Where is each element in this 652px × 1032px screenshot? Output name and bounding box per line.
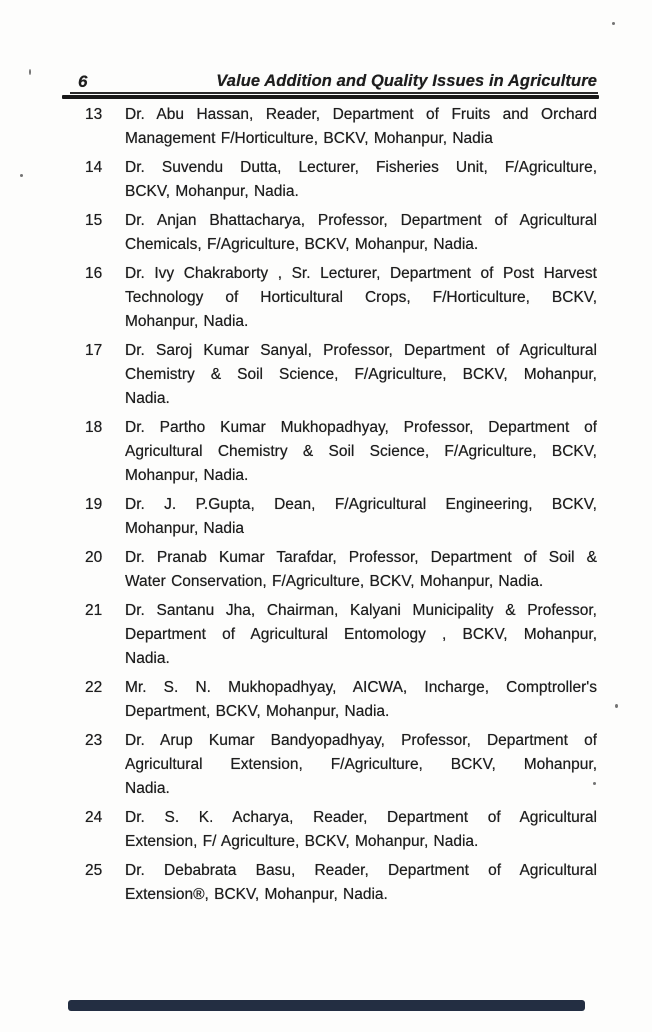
scan-speck	[29, 69, 31, 75]
list-item-number: 21	[85, 602, 103, 619]
list-item-number: 20	[85, 549, 103, 566]
list-item-line: Dr. Ivy Chakraborty , Sr. Lecturer, Department of Post Harvest	[125, 265, 597, 282]
list-item-text	[125, 806, 597, 854]
list-item-text	[125, 493, 597, 541]
list-item-line: Agricultural Chemistry & Soil Science, F/Agriculture, BCKV,	[125, 443, 597, 460]
list-item-number: 15	[85, 212, 103, 229]
list-item-number: 25	[85, 862, 103, 879]
list-item-line: Dr. Abu Hassan, Reader, Department of Fruits and Orchard	[125, 106, 597, 123]
list-item-line: Dr. Anjan Bhattacharya, Professor, Department of Agricultural	[125, 212, 597, 229]
list-item-line: Dr. Suvendu Dutta, Lecturer, Fisheries Unit, F/Agriculture,	[125, 159, 597, 176]
list-item-number: 22	[85, 679, 103, 696]
list-item	[85, 339, 597, 411]
list-item	[85, 209, 597, 257]
list-item-text	[125, 103, 597, 151]
list-item	[85, 599, 597, 671]
list-item-text	[125, 156, 597, 204]
list-item-number: 16	[85, 265, 103, 282]
list-item-text	[125, 599, 597, 671]
scan-speck	[593, 782, 596, 785]
list-item-text	[125, 676, 597, 724]
scan-edge-bar	[68, 1000, 585, 1011]
list-item-line: Dr. Santanu Jha, Chairman, Kalyani Municipality & Professor,	[125, 602, 597, 619]
scan-speck	[20, 174, 23, 177]
list-item-line: Technology of Horticultural Crops, F/Horticulture, BCKV,	[125, 289, 597, 306]
list-item-text	[125, 546, 597, 594]
list-item-line: Department, BCKV, Mohanpur, Nadia.	[125, 703, 390, 720]
list-item	[85, 546, 597, 594]
list-item-number: 19	[85, 496, 103, 513]
list-item-number: 13	[85, 106, 103, 123]
list-item-line: Chemistry & Soil Science, F/Agriculture, BCKV, Mohanpur,	[125, 366, 597, 383]
list-item-line: Extension®, BCKV, Mohanpur, Nadia.	[125, 886, 388, 903]
list-item-line: Nadia.	[125, 650, 170, 667]
list-item	[85, 262, 597, 334]
page-number: 6	[78, 72, 88, 91]
header-rule	[62, 95, 599, 99]
list-item-text	[125, 339, 597, 411]
list-item-line: Mr. S. N. Mukhopadhyay, AICWA, Incharge, Comptroller's	[125, 679, 597, 696]
list-item-line: Dr. Saroj Kumar Sanyal, Professor, Department of Agricultural	[125, 342, 597, 359]
list-item	[85, 806, 597, 854]
contributor-list	[85, 103, 597, 912]
list-item-line: Chemicals, F/Agriculture, BCKV, Mohanpur, Nadia.	[125, 236, 479, 253]
list-item-line: BCKV, Mohanpur, Nadia.	[125, 183, 299, 200]
list-item-line: Mohanpur, Nadia	[125, 520, 245, 537]
list-item-line: Agricultural Extension, F/Agriculture, BCKV, Mohanpur,	[125, 756, 597, 773]
list-item-line: Extension, F/ Agriculture, BCKV, Mohanpur, Nadia.	[125, 833, 479, 850]
list-item	[85, 729, 597, 801]
scan-speck	[612, 22, 615, 25]
list-item-line: Management F/Horticulture, BCKV, Mohanpur, Nadia	[125, 130, 493, 147]
list-item	[85, 676, 597, 724]
list-item-number: 17	[85, 342, 103, 359]
list-item	[85, 859, 597, 907]
list-item	[85, 416, 597, 488]
list-item-number: 18	[85, 419, 103, 436]
list-item-line: Dr. Debabrata Basu, Reader, Department of Agricultural	[125, 862, 597, 879]
list-item	[85, 103, 597, 151]
list-item-line: Nadia.	[125, 780, 170, 797]
list-item-line: Dr. Partho Kumar Mukhopadhyay, Professor, Department of	[125, 419, 597, 436]
list-item-number: 23	[85, 732, 103, 749]
list-item-number: 14	[85, 159, 103, 176]
list-item-text	[125, 729, 597, 801]
list-item-text	[125, 209, 597, 257]
list-item-text	[125, 416, 597, 488]
list-item-text	[125, 859, 597, 907]
running-title: Value Addition and Quality Issues in Agriculture	[216, 72, 597, 90]
list-item-number: 24	[85, 809, 103, 826]
list-item-line: Dr. J. P.Gupta, Dean, F/Agricultural Engineering, BCKV,	[125, 496, 597, 513]
list-item-line: Dr. Arup Kumar Bandyopadhyay, Professor, Department of	[125, 732, 597, 749]
list-item-text	[125, 262, 597, 334]
scan-speck	[615, 704, 618, 708]
header-rule-thin	[70, 92, 598, 94]
list-item-line: Mohanpur, Nadia.	[125, 313, 249, 330]
list-item	[85, 493, 597, 541]
list-item-line: Nadia.	[125, 390, 170, 407]
list-item-line: Dr. Pranab Kumar Tarafdar, Professor, Department of Soil &	[125, 549, 597, 566]
list-item-line: Mohanpur, Nadia.	[125, 467, 249, 484]
list-item	[85, 156, 597, 204]
list-item-line: Dr. S. K. Acharya, Reader, Department of Agricultural	[125, 809, 597, 826]
list-item-line: Water Conservation, F/Agriculture, BCKV, Mohanpur, Nadia.	[125, 573, 544, 590]
list-item-line: Department of Agricultural Entomology , BCKV, Mohanpur,	[125, 626, 597, 643]
